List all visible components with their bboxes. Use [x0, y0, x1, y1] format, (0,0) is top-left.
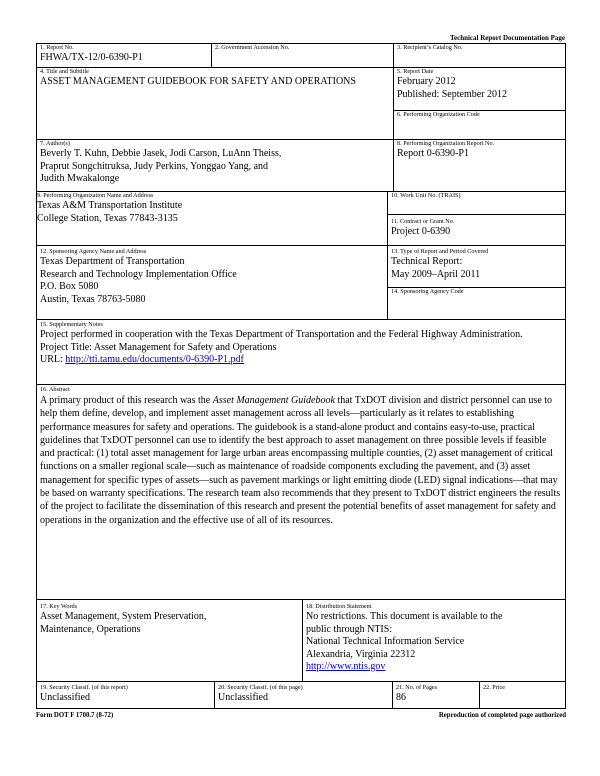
- ntis-link-line: [303, 661, 565, 674]
- sponsor-label: 12. Sponsoring Agency Name and Address: [40, 248, 147, 255]
- supplementary-notes-value: Project performed in cooperation with the Texas Department of Transportation and the Federal Highway Administration.: [40, 329, 523, 340]
- report-no-value: FHWA/TX-12/0-6390-P1: [40, 52, 143, 63]
- accession-cell: [211, 43, 394, 68]
- work-unit-cell: [387, 191, 566, 215]
- published-date-value: Published: September 2012: [397, 88, 507, 100]
- authors-label: 7. Author(s): [40, 140, 70, 147]
- abstract-text-rest: that TxDOT division and district personnel can use to help them define, develop, and implement asset management across all levels—particularly as it relates to establishing performance measures for safety and operations. The guidebook is a stand-alone product and contains easy-to-use, practical guidelines that TxDOT personnel can use to identify the best approach to asset management on three possible levels if feasible and practical: (1) total asset management for large urban areas encompassing multiple counties, (2) asset management of critical functions on a smaller regional scale—such as maintenance of roadside components excluding the pavement, and (3) asset management for specific types of assets—such as pavement markings or light emitting diode (LED) signal indications—that may be based on warranty specifications. The research team also recommends that they present to TxDOT district engineers the results of the project to facilitate the dissemination of this research and present the potential benefits of asset management for safety and operations in the organization and the effective use of all of its resources.: [40, 395, 561, 526]
- org-cell: [36, 191, 388, 246]
- catalog-cell: [393, 43, 566, 68]
- agency-code-label: 14. Sponsoring Agency Code: [391, 288, 464, 295]
- org-label: 9. Performing Organization Name and Address: [37, 192, 154, 199]
- price-cell: [479, 681, 566, 709]
- title-value: ASSET MANAGEMENT GUIDEBOOK FOR SAFETY AND OPERATIONS: [40, 76, 356, 87]
- report-no-cell: [36, 43, 212, 68]
- security-report-label: 19. Security Classif. (of this report): [40, 684, 128, 691]
- key-words-value: Asset Management, System Preservation, Maintenance, Operations: [40, 611, 207, 635]
- abstract-text-start: A primary product of this research was the: [40, 395, 213, 406]
- perf-report-value: Report 0-6390-P1: [397, 148, 469, 159]
- pages-cell: [392, 681, 480, 709]
- guidebook-title: Asset Management Guidebook: [212, 395, 335, 406]
- title-cell: [36, 67, 394, 140]
- report-type-cell: [387, 245, 566, 288]
- distribution-value: No restrictions. This document is available to the public through NTIS: National Technical Information Service Alexandria, Virginia 22312: [306, 611, 503, 660]
- agency-code-cell: [387, 287, 566, 320]
- contract-cell: [387, 214, 566, 246]
- perf-report-cell: [393, 139, 566, 192]
- report-date-value: February 2012: [397, 76, 456, 87]
- ntis-url-link[interactable]: http://www.ntis.gov: [306, 661, 386, 672]
- abstract-cell: [36, 384, 566, 600]
- page-header-title: Technical Report Documentation Page: [449, 34, 565, 42]
- work-unit-label: 10. Work Unit No. (TRAIS): [391, 192, 461, 199]
- abstract-label: 16. Abstract: [40, 386, 70, 393]
- key-words-label: 17. Key Words: [40, 603, 78, 610]
- org-value: Texas A&M Transportation Institute College Station, Texas 77843-3135: [37, 200, 183, 224]
- pages-label: 21. No. of Pages: [396, 684, 438, 691]
- security-report-cell: [36, 681, 215, 709]
- pages-value: 86: [396, 692, 406, 703]
- perf-code-cell: [393, 110, 566, 140]
- distribution-label: 18. Distribution Statement: [306, 603, 372, 610]
- form-number: Form DOT F 1700.7 (8-72): [36, 712, 114, 719]
- abstract-text: [37, 394, 565, 527]
- key-words-cell: [36, 599, 303, 682]
- security-page-value: Unclassified: [218, 692, 268, 703]
- project-title-value: Project Title: Asset Management for Safety and Operations: [40, 341, 277, 353]
- reproduction-note: Reproduction of completed page authorized: [438, 712, 566, 719]
- url-line: [37, 354, 565, 367]
- price-label: 22. Price: [483, 684, 505, 691]
- title-label: 4. Title and Subtitle: [40, 68, 89, 75]
- contract-label: 11. Contract or Grant No.: [391, 218, 455, 225]
- report-date-label: 5. Report Date: [397, 68, 434, 75]
- report-no-label: 1. Report No.: [40, 44, 74, 51]
- supplementary-notes-cell: [36, 319, 566, 385]
- accession-label: 2. Government Accession No.: [215, 44, 290, 51]
- report-date-cell: [393, 67, 566, 111]
- report-type-label: 13. Type of Report and Period Covered: [391, 248, 489, 255]
- report-type-value: Technical Report: May 2009–April 2011: [391, 256, 481, 280]
- authors-value: Beverly T. Kuhn, Debbie Jasek, Jodi Carson, LuAnn Theiss, Praprut Songchitruksa, Judy Perkins, Yonggao Yang, and Judith Mwakalonge: [40, 148, 282, 184]
- security-page-cell: [214, 681, 393, 709]
- perf-report-label: 8. Performing Organization Report No.: [397, 140, 495, 147]
- security-report-value: Unclassified: [40, 692, 90, 703]
- catalog-label: 3. Recipient’s Catalog No.: [397, 44, 463, 51]
- supplementary-notes-label: 15. Supplementary Notes: [40, 321, 103, 328]
- security-page-label: 20. Security Classif. (of this page): [218, 684, 303, 691]
- sponsor-cell: [36, 245, 388, 320]
- url-prefix: URL:: [40, 354, 66, 365]
- perf-code-label: 6. Performing Organization Code: [397, 111, 480, 118]
- authors-cell: [36, 139, 394, 192]
- sponsor-value: Texas Department of Transportation Research and Technology Implementation Office P.O. Box 5080 Austin, Texas 78763-5080: [40, 256, 237, 305]
- distribution-cell: [302, 599, 566, 682]
- contract-value: Project 0-6390: [391, 226, 451, 237]
- report-url-link[interactable]: http://tti.tamu.edu/documents/0-6390-P1.pdf: [65, 354, 244, 365]
